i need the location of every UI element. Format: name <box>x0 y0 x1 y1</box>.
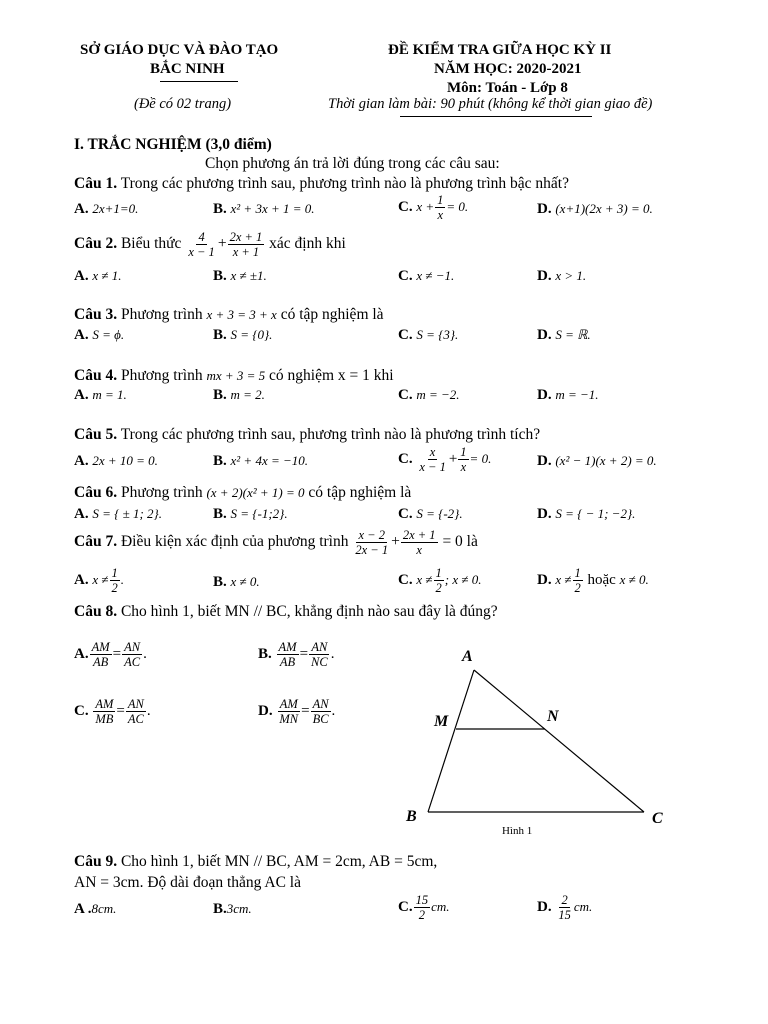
question-9: Câu 9. Cho hình 1, biết MN // BC, AM = 2cm, AB = 5cm, <box>74 853 438 870</box>
section-instruction: Chọn phương án trả lời đúng trong các câu sau: <box>205 155 500 172</box>
q5-option-a: A. 2x + 10 = 0. <box>74 453 158 469</box>
q1-option-b: B. x² + 3x + 1 = 0. <box>213 201 315 217</box>
q8-option-d: D. $\frac{AM}{MN}$ = $\frac{AN}{BC}$ . <box>258 697 336 726</box>
exam-title: ĐỀ KIỂM TRA GIỮA HỌC KỲ II <box>388 42 612 58</box>
q4-option-d: D. m = −1. <box>537 387 599 403</box>
time-underline <box>400 116 592 117</box>
q6-option-b: B. S = {-1;2}. <box>213 506 288 522</box>
question-8: Câu 8. Cho hình 1, biết MN // BC, khẳng định nào sau đây là đúng? <box>74 603 498 620</box>
q8-option-b: B. $\frac{AM}{AB}$ = $\frac{AN}{NC}$ . <box>258 640 335 669</box>
time-note: Thời gian làm bài: 90 phút (không kể thời gian giao đề) <box>328 96 653 112</box>
province-name: BẮC NINH <box>150 61 225 77</box>
q9-option-d: D. $\frac{2}{15}$ cm. <box>537 893 593 922</box>
q6-option-c: C. S = {-2}. <box>398 506 463 522</box>
subject-grade: Môn: Toán - Lớp 8 <box>447 80 568 96</box>
q5-option-b: B. x² + 4x = −10. <box>213 453 309 469</box>
question-1: Câu 1. Trong các phương trình sau, phương trình nào là phương trình bậc nhất? <box>74 175 569 192</box>
question-2: Câu 2. Biểu thức $\frac{4}{x - 1}$ + $\frac{2x + 1}{x + 1}$ xác định khi <box>74 230 346 259</box>
q4-option-a: A. m = 1. <box>74 387 127 403</box>
point-n-label: N <box>547 708 559 725</box>
question-9-line2: AN = 3cm. Độ dài đoạn thẳng AC là <box>74 874 301 891</box>
q2-option-d: D. x > 1. <box>537 268 587 284</box>
side-ab <box>428 670 474 812</box>
question-5: Câu 5. Trong các phương trình sau, phương trình nào là phương trình tích? <box>74 426 541 443</box>
q9-option-a: A .8cm. <box>74 901 117 917</box>
q3-option-a: A. S = ϕ. <box>74 327 125 343</box>
q8-option-a: A. $\frac{AM}{AB}$ = $\frac{AN}{AC}$ . <box>74 640 147 669</box>
q4-option-b: B. m = 2. <box>213 387 265 403</box>
figure-caption: Hình 1 <box>502 825 533 837</box>
province-underline <box>160 81 238 82</box>
question-6: Câu 6. Phương trình (x + 2)(x² + 1) = 0 có tập nghiệm là <box>74 484 412 501</box>
q2-option-c: C. x ≠ −1. <box>398 268 455 284</box>
q7-option-d: D. x ≠ $\frac{1}{2}$ hoặc x ≠ 0. <box>537 566 649 595</box>
question-4: Câu 4. Phương trình mx + 3 = 5 có nghiệm x = 1 khi <box>74 367 394 384</box>
q3-option-c: C. S = {3}. <box>398 327 459 343</box>
q4-option-c: C. m = −2. <box>398 387 460 403</box>
side-ac <box>474 670 644 812</box>
point-m-label: M <box>434 713 449 730</box>
q3-option-b: B. S = {0}. <box>213 327 273 343</box>
q2-option-b: B. x ≠ ±1. <box>213 268 267 284</box>
q6-option-d: D. S = { − 1; −2}. <box>537 506 636 522</box>
point-c-label: C <box>652 810 663 827</box>
q5-option-c: C. $\frac{x}{x - 1}$ + $\frac{1}{x}$ = 0. <box>398 445 492 474</box>
q7-option-c: C. x ≠ $\frac{1}{2}$ ; x ≠ 0. <box>398 566 482 595</box>
school-year: NĂM HỌC: 2020-2021 <box>434 61 582 77</box>
q1-option-a: A. 2x+1=0. <box>74 201 139 217</box>
point-b-label: B <box>406 808 417 825</box>
q5-option-d: D. (x² − 1)(x + 2) = 0. <box>537 453 657 469</box>
question-7: Câu 7. Điều kiện xác định của phương trình $\frac{x - 2}{2x - 1}$ + $\frac{2x + 1}{x}$ = 0 là <box>74 528 478 557</box>
q2-option-a: A. x ≠ 1. <box>74 268 122 284</box>
q1-option-d: D. (x+1)(2x + 3) = 0. <box>537 201 653 217</box>
q7-option-a: A. x ≠ $\frac{1}{2}$ . <box>74 566 124 595</box>
q6-option-a: A. S = { ± 1; 2}. <box>74 506 162 522</box>
q8-option-c: C. $\frac{AM}{MB}$ = $\frac{AN}{AC}$ . <box>74 697 151 726</box>
q7-option-b: B. x ≠ 0. <box>213 574 260 590</box>
question-3: Câu 3. Phương trình x + 3 = 3 + x có tập nghiệm là <box>74 306 384 323</box>
point-a-label: A <box>462 648 473 665</box>
q9-option-c: C. $\frac{15}{2}$ cm. <box>398 893 450 922</box>
q1-option-c: C. x + $\frac{1}{x}$ = 0. <box>398 193 469 222</box>
page-count-note: (Đề có 02 trang) <box>134 96 232 112</box>
department-name: SỞ GIÁO DỤC VÀ ĐÀO TẠO <box>80 42 279 58</box>
section-title: I. TRẮC NGHIỆM (3,0 điểm) <box>74 136 272 153</box>
q9-option-b: B.3cm. <box>213 901 252 917</box>
q3-option-d: D. S = ℝ. <box>537 327 591 343</box>
